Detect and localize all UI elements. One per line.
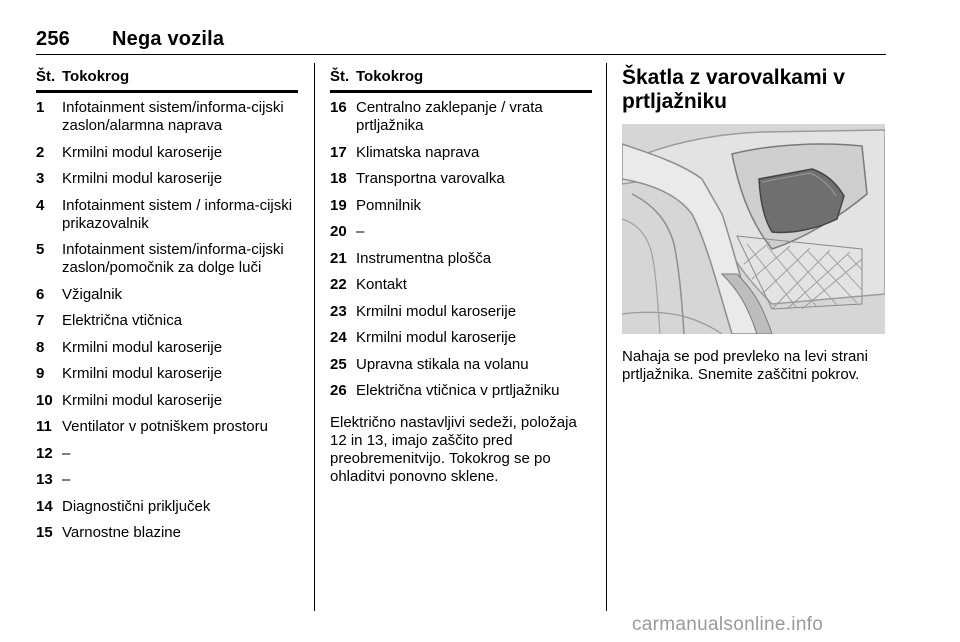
table-row	[330, 329, 592, 347]
fuse-table-left	[36, 66, 298, 551]
table-row	[330, 250, 592, 268]
table-row	[330, 144, 592, 162]
table-row	[36, 312, 298, 330]
table-row	[36, 524, 298, 542]
fuse-number: 11	[36, 418, 52, 435]
table-row	[330, 170, 592, 188]
fuse-number: 3	[36, 170, 45, 187]
circuit-name: Električna vtičnica v prtljažniku	[356, 382, 560, 399]
circuit-name: Infotainment sistem/informa-cijski zaslon/alarmna naprava	[62, 99, 284, 134]
table-body	[330, 99, 592, 400]
trunk-fuse-box-illustration	[622, 124, 885, 334]
table-row	[36, 498, 298, 516]
circuit-name: Vžigalnik	[62, 285, 123, 303]
table-header-rule	[330, 90, 592, 93]
table-row	[36, 445, 298, 463]
table-row	[36, 170, 298, 188]
circuit-name: Pomnilnik	[356, 196, 422, 214]
fuse-number: 17	[330, 143, 347, 161]
header-rule	[36, 54, 886, 55]
table-row	[36, 241, 298, 277]
table-row	[330, 276, 592, 294]
fuse-number: 16	[330, 99, 347, 116]
table-row	[36, 197, 298, 233]
fuse-number: 18	[330, 170, 347, 187]
table-row	[36, 392, 298, 410]
table-body	[36, 99, 298, 542]
circuit-name: Krmilni modul karoserije	[62, 170, 223, 187]
circuit-name: Instrumentna plošča	[356, 249, 492, 267]
fuse-number: 2	[36, 143, 45, 161]
table-row	[36, 144, 298, 162]
circuit-name: Električna vtičnica	[62, 312, 183, 329]
circuit-name: Klimatska naprava	[356, 143, 480, 161]
fuse-number: 10	[36, 391, 53, 409]
table-row	[36, 471, 298, 489]
col-circuit-header: Tokokrog	[356, 67, 424, 85]
fuse-number: 13	[36, 471, 53, 488]
fuse-number: 14	[36, 497, 53, 515]
table-row	[36, 286, 298, 304]
col-number-header: Št.	[36, 67, 56, 85]
page-header	[36, 28, 224, 51]
table-row	[330, 382, 592, 400]
fuse-number: 1	[36, 99, 45, 116]
circuit-name: Krmilni modul karoserije	[356, 302, 517, 320]
circuit-name: Krmilni modul karoserije	[62, 391, 223, 409]
circuit-name: Upravna stikala na volanu	[356, 355, 529, 373]
fuse-number: 20	[330, 223, 347, 240]
fuse-number: 5	[36, 241, 45, 258]
circuit-name: –	[356, 223, 365, 240]
circuit-name: Transportna varovalka	[356, 170, 505, 187]
section-title: Škatla z varovalkami v prtljažniku	[622, 66, 845, 113]
illustration-caption: Nahaja se pod prevleko na levi strani prtljažnika. Snemite zaščitni pokrov.	[622, 348, 868, 383]
page-number: 256	[36, 28, 70, 50]
table-header	[36, 66, 298, 86]
table-row	[330, 303, 592, 321]
fuse-number: 6	[36, 285, 45, 303]
table-row	[36, 365, 298, 383]
circuit-name: Diagnostični priključek	[62, 497, 211, 515]
table-row	[36, 99, 298, 135]
table-row	[330, 99, 592, 135]
page-title: Nega vozila	[112, 28, 225, 50]
watermark: carmanualsonline.info	[632, 614, 824, 635]
fuse-number: 15	[36, 524, 53, 541]
circuit-name: Centralno zaklepanje / vrata prtljažnika	[356, 99, 543, 134]
table-header	[330, 66, 592, 86]
table-row	[330, 223, 592, 241]
circuit-name: Krmilni modul karoserije	[62, 338, 223, 356]
fuse-number: 8	[36, 338, 45, 356]
column-divider-right	[606, 63, 607, 611]
table-header-rule	[36, 90, 298, 93]
fuse-number: 19	[330, 196, 347, 214]
fuse-number: 7	[36, 312, 45, 329]
circuit-name: Infotainment sistem/informa-cijski zaslon/pomočnik za dolge luči	[62, 241, 284, 276]
table-row	[36, 339, 298, 357]
circuit-name: –	[62, 471, 71, 488]
circuit-name: Krmilni modul karoserije	[356, 329, 517, 346]
circuit-name: Kontakt	[356, 276, 407, 293]
table-row	[36, 418, 298, 436]
table-row	[330, 356, 592, 374]
fuse-number: 26	[330, 382, 347, 399]
circuit-name: Krmilni modul karoserije	[62, 143, 223, 161]
fuse-number: 21	[330, 249, 347, 267]
fuse-number: 24	[330, 329, 347, 346]
fuse-number: 22	[330, 276, 347, 293]
column-divider-left	[314, 63, 315, 611]
overload-note: Električno nastavljivi sedeži, položaja 12 in 13, imajo zaščito pred preobremenitvijo. Tokokrog se po ohladitvi ponovno sklene.	[330, 414, 577, 485]
col-circuit-header: Tokokrog	[62, 67, 130, 85]
fuse-number: 25	[330, 355, 347, 373]
circuit-name: Krmilni modul karoserije	[62, 365, 223, 382]
fuse-number: 4	[36, 196, 45, 214]
circuit-name: Ventilator v potniškem prostoru	[62, 418, 268, 435]
circuit-name: –	[62, 444, 71, 462]
circuit-name: Varnostne blazine	[62, 524, 181, 541]
fuse-number: 9	[36, 365, 45, 382]
fuse-number: 23	[330, 302, 347, 320]
circuit-name: Infotainment sistem / informa-cijski prikazovalnik	[62, 196, 293, 232]
fuse-table-right	[330, 66, 592, 486]
col-number-header: Št.	[330, 67, 350, 85]
fuse-number: 12	[36, 444, 53, 462]
table-row	[330, 197, 592, 215]
